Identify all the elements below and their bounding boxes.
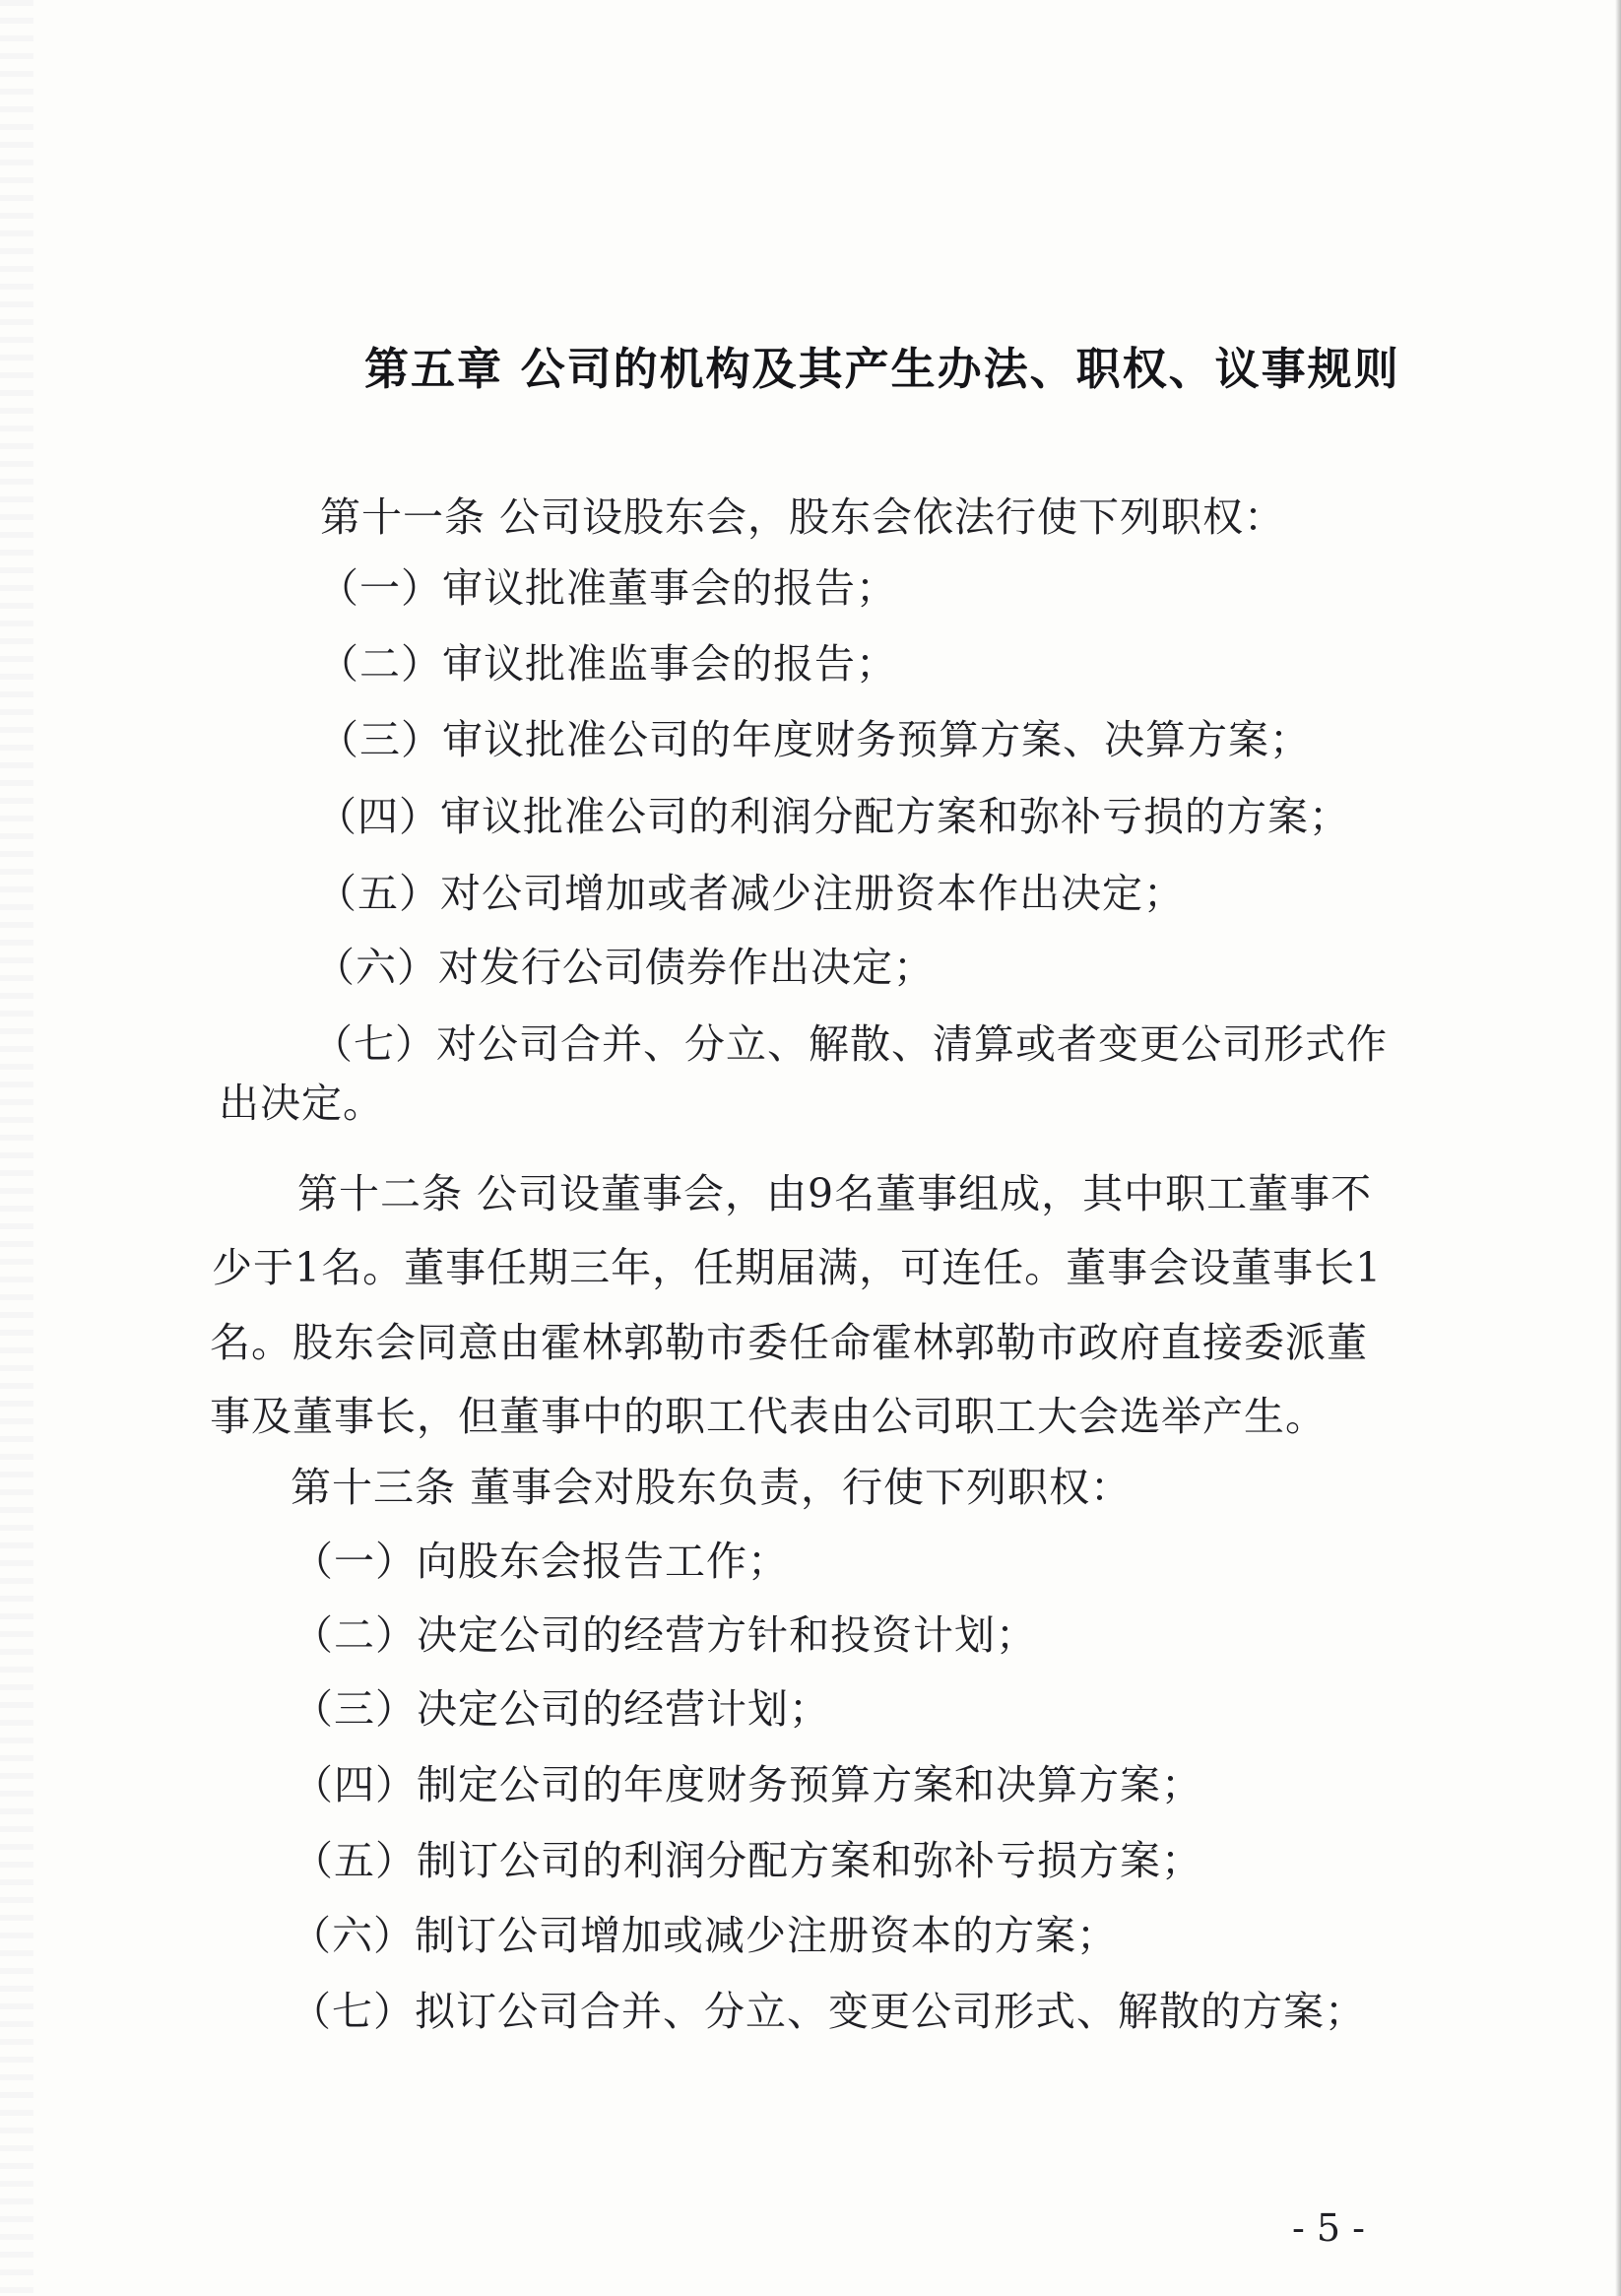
article-13-item-3: （三）决定公司的经营计划； [292, 1685, 830, 1733]
article-13-item-5: （五）制订公司的利润分配方案和弥补亏损方案； [292, 1837, 1202, 1884]
article-11-item-7: （七）对公司合并、分立、解散、清算或者变更公司形式作 [312, 1020, 1388, 1068]
article-13-item-6: （六）制订公司增加或减少注册资本的方案； [291, 1912, 1118, 1959]
article-11-item-6: （六）对发行公司债券作出决定； [314, 944, 935, 991]
article-12-line-4: 事及董事长，但董事中的职工代表由公司职工大会选举产生。 [210, 1393, 1327, 1440]
chapter-title: 第五章 公司的机构及其产生办法、职权、议事规则 [364, 343, 1400, 395]
article-11-item-1: （一）审议批准董事会的报告； [318, 564, 897, 612]
article-11-intro: 第十一条 公司设股东会，股东会依法行使下列职权： [320, 493, 1286, 541]
article-13-item-2: （二）决定公司的经营方针和投资计划； [292, 1611, 1037, 1659]
article-11-item-4: （四）审议批准公司的利润分配方案和弥补亏损的方案； [316, 793, 1350, 840]
article-11-item-7-cont: 出决定。 [219, 1080, 384, 1127]
article-11-item-5: （五）对公司增加或者减少注册资本作出决定； [316, 870, 1185, 917]
article-13-item-1: （一）向股东会报告工作； [292, 1538, 789, 1585]
page-edge-shadow [1615, 0, 1621, 2296]
page-number: - 5 - [1292, 2206, 1366, 2250]
article-12-line-1: 第十二条 公司设董事会，由9名董事组成，其中职工董事不 [297, 1170, 1373, 1217]
article-13-item-4: （四）制定公司的年度财务预算方案和决算方案； [292, 1761, 1202, 1808]
article-13-item-7: （七）拟订公司合并、分立、变更公司形式、解散的方案； [291, 1988, 1366, 2035]
scan-edge-artifact [0, 0, 33, 2296]
article-12-line-3: 名。股东会同意由霍林郭勒市委任命霍林郭勒市政府直接委派董 [210, 1319, 1368, 1366]
article-11-item-3: （三）审议批准公司的年度财务预算方案、决算方案； [318, 716, 1311, 763]
article-12-line-2: 少于1名。董事任期三年，任期届满，可连任。董事会设董事长1 [212, 1244, 1383, 1291]
article-13-intro: 第十三条 董事会对股东负责，行使下列职权： [291, 1464, 1133, 1511]
article-11-item-2: （二）审议批准监事会的报告； [318, 640, 897, 688]
